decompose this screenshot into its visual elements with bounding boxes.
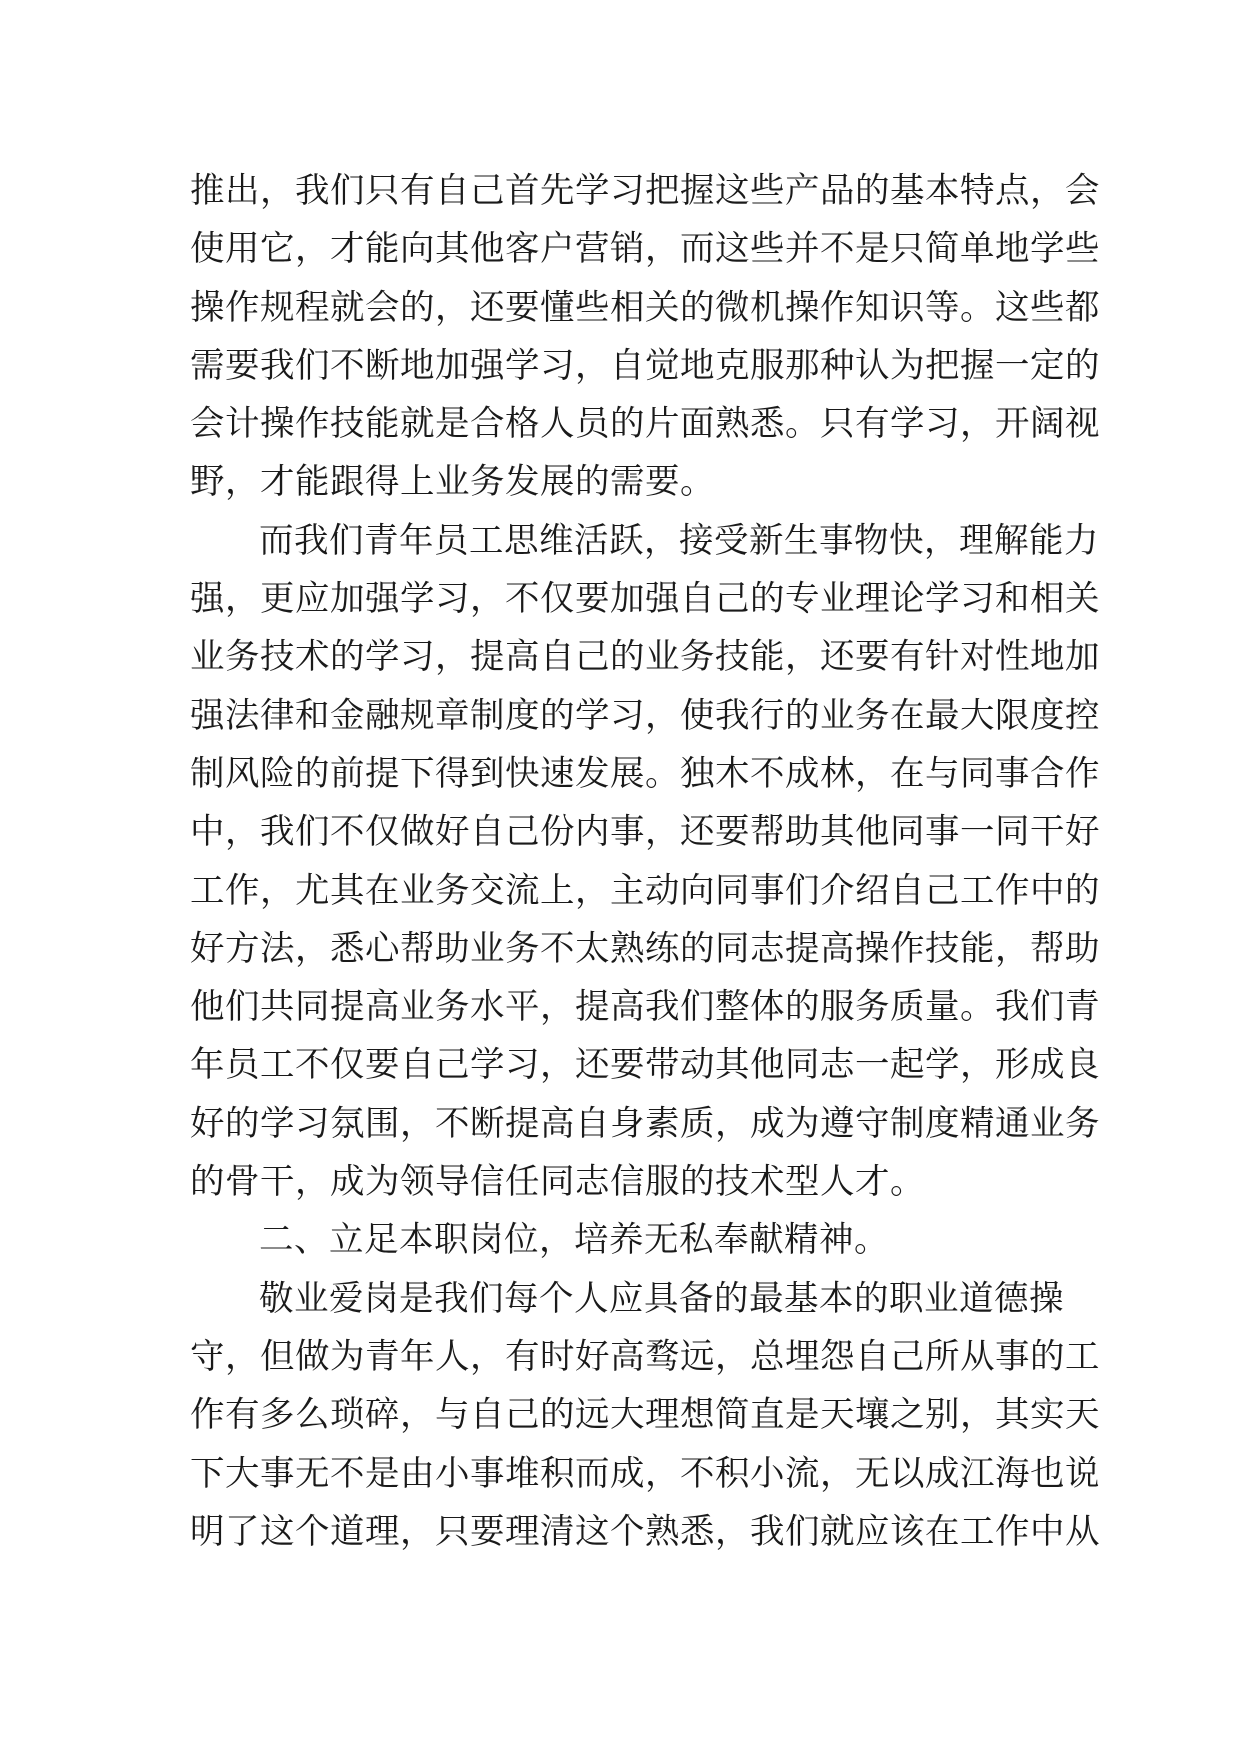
text-line: 的骨干，成为领导信任同志信服的技术型人才。 [190, 1162, 925, 1203]
text-line: 使用它，才能向其他客户营销，而这些并不是只简单地学些 [190, 229, 1100, 270]
text-line: 敬业爱岗是我们每个人应具备的最基本的职业道德操 [259, 1278, 1064, 1319]
text-line: 守，但做为青年人，有时好高骛远，总埋怨自己所从事的工 [190, 1336, 1100, 1377]
text-line: 年员工不仅要自己学习，还要带动其他同志一起学，形成良 [190, 1045, 1100, 1086]
text-line: 业务技术的学习，提高自己的业务技能，还要有针对性地加 [190, 637, 1100, 678]
text-line: 会计操作技能就是合格人员的片面熟悉。只有学习，开阔视 [190, 404, 1100, 445]
text-line: 推出，我们只有自己首先学习把握这些产品的基本特点，会 [190, 171, 1100, 211]
document-body [190, 162, 1100, 1561]
text-line: 下大事无不是由小事堆积而成，不积小流，无以成江海也说 [190, 1453, 1100, 1494]
text-line: 野，才能跟得上业务发展的需要。 [190, 462, 715, 503]
text-line: 操作规程就会的，还要懂些相关的微机操作知识等。这些都 [190, 287, 1100, 328]
text-line: 工作，尤其在业务交流上，主动向同事们介绍自己工作中的 [190, 870, 1100, 911]
text-line: 中，我们不仅做好自己份内事，还要帮助其他同事一同干好 [190, 812, 1100, 853]
text-line: 二、立足本职岗位，培养无私奉献精神。 [259, 1220, 889, 1261]
text-line: 他们共同提高业务水平，提高我们整体的服务质量。我们青 [190, 987, 1100, 1028]
text-line: 强法律和金融规章制度的学习，使我行的业务在最大限度控 [190, 695, 1100, 736]
text-line: 明了这个道理，只要理清这个熟悉，我们就应该在工作中从 [190, 1511, 1100, 1552]
text-line: 好方法，悉心帮助业务不太熟练的同志提高操作技能，帮助 [190, 928, 1100, 969]
text-line: 需要我们不断地加强学习，自觉地克服那种认为把握一定的 [190, 345, 1100, 386]
text-line: 而我们青年员工思维活跃，接受新生事物快，理解能力 [259, 520, 1099, 561]
text-line: 制风险的前提下得到快速发展。独木不成林，在与同事合作 [190, 753, 1100, 794]
text-line: 强，更应加强学习，不仅要加强自己的专业理论学习和相关 [190, 579, 1100, 620]
text-line: 作有多么琐碎，与自己的远大理想简直是天壤之别，其实天 [190, 1395, 1100, 1436]
text-line: 好的学习氛围，不断提高自身素质，成为遵守制度精通业务 [190, 1103, 1100, 1144]
